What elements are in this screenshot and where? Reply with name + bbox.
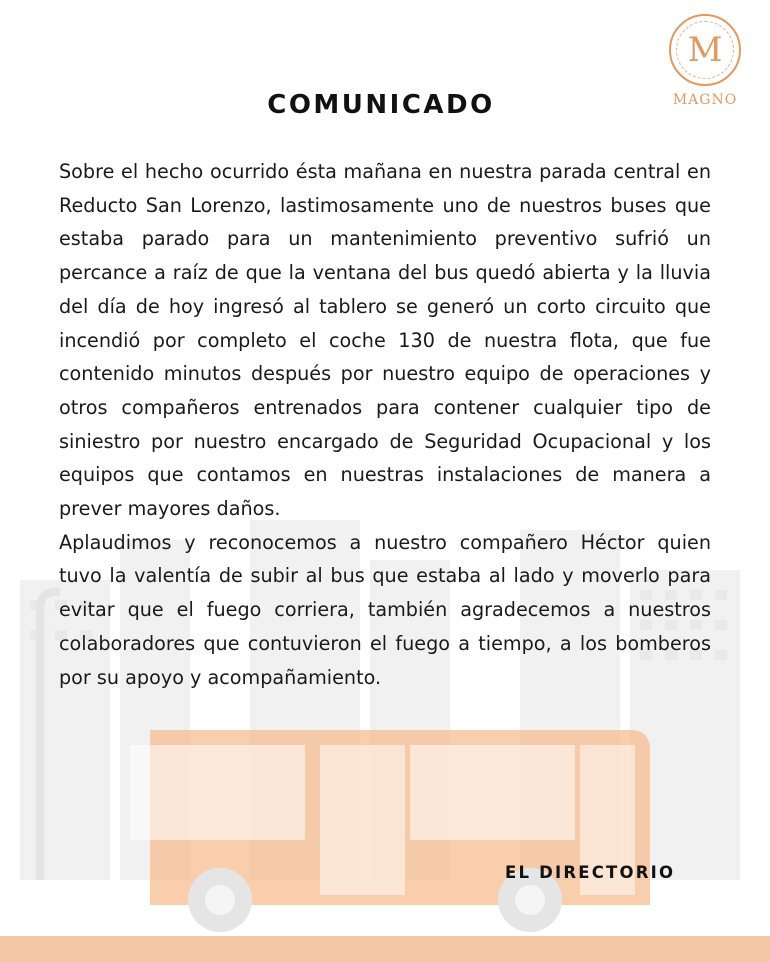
document-title: COMUNICADO bbox=[267, 90, 495, 120]
bottom-band bbox=[0, 936, 770, 962]
document-body bbox=[59, 155, 711, 694]
signature: EL DIRECTORIO bbox=[505, 863, 676, 882]
body-paragraph: Sobre el hecho ocurrido ésta mañana en nuestra parada central en Reducto San Lorenzo, lastimosamente uno de nuestros buses que estaba parado para un mantenimiento preventivo sufrió un percance a raíz de que la ventana del bus quedó abierta y la lluvia del día de hoy ingresó al tablero se generó un corto circuito que incendió por completo el coche 130 de nuestra flota, que fue contenido minutos después por nuestro equipo de operaciones y otros compañeros entrenados para contener cualquier tipo de siniestro por nuestro encargado de Seguridad Ocupacional y los equipos que contamos en nuestras instalaciones de manera a prever mayores daños. bbox=[59, 160, 711, 521]
body-paragraph: Aplaudimos y reconocemos a nuestro compañero Héctor quien tuvo la valentía de subir al bus que estaba al lado y moverlo para evitar que el fuego corriera, también agradecemos a nuestros colaboradores que contuvieron el fuego a tiempo, a los bomberos por su apoyo y acompañamiento. bbox=[59, 530, 711, 689]
logo-monogram: M bbox=[687, 30, 723, 70]
logo-emblem bbox=[669, 14, 741, 86]
logo-text: MAGNO bbox=[672, 92, 738, 108]
